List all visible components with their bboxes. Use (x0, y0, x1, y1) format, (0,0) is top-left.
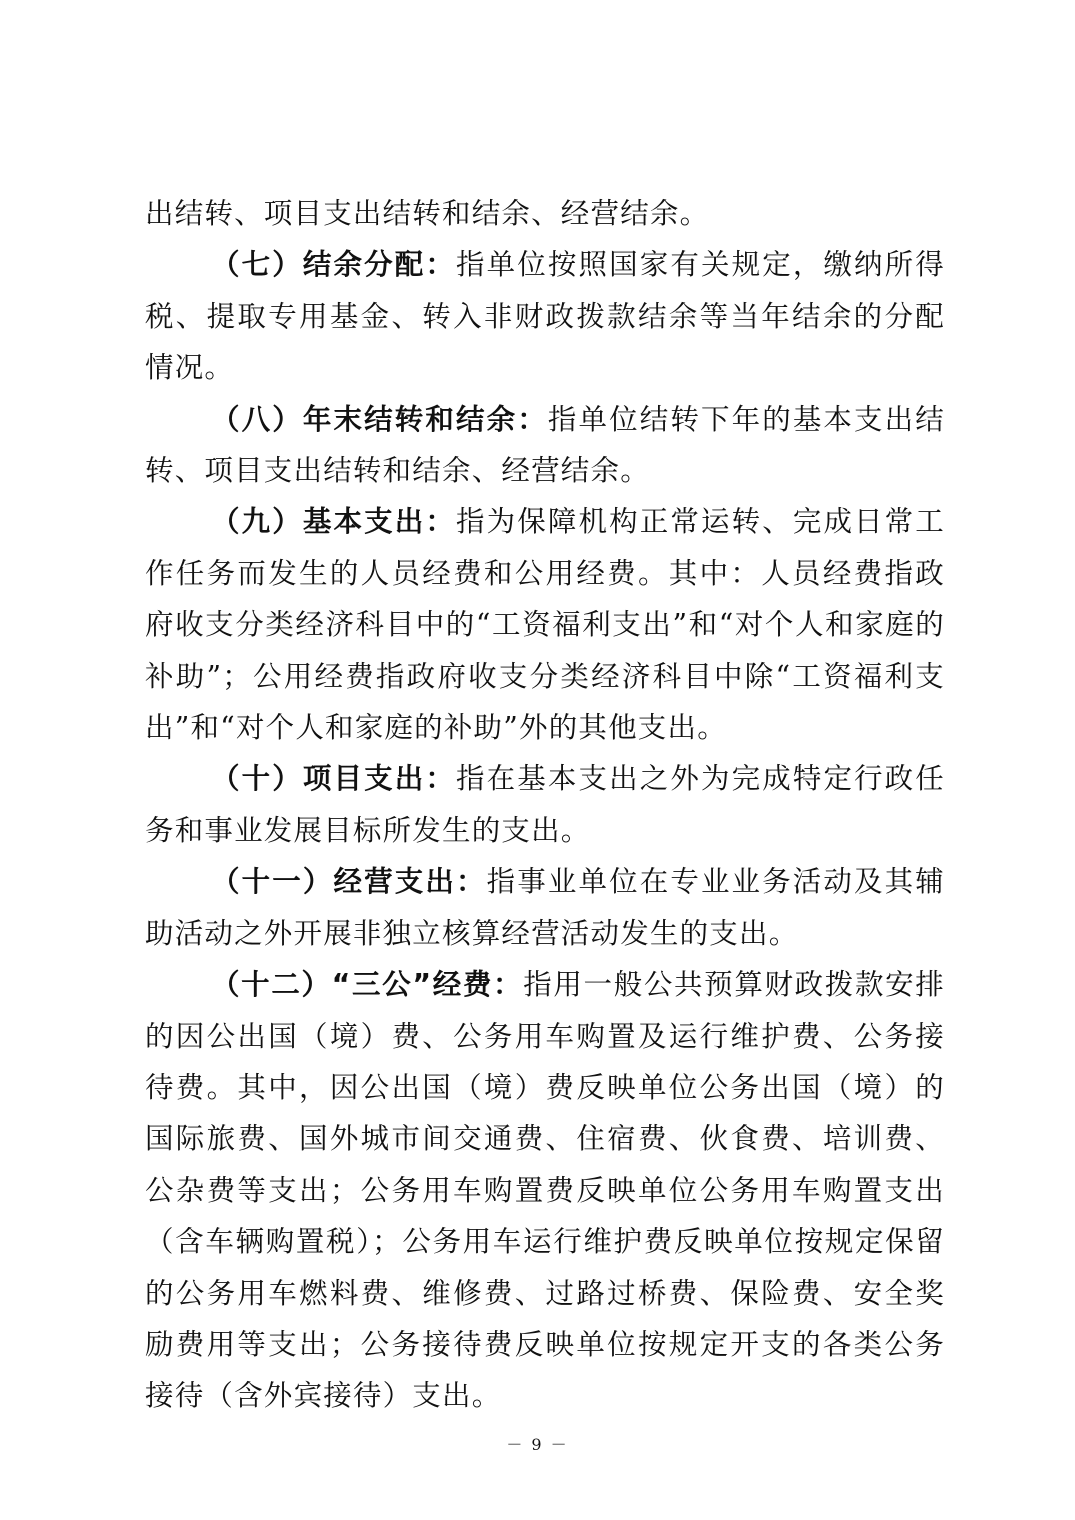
term-heading: （七）结余分配： (211, 248, 456, 282)
document-body (145, 188, 945, 1422)
paragraph-text: 指用一般公共预算财政拨款安排的因公出国（境）费、公务用车购置及运行维护费、公务接待费。其中，因公出国（境）费反映单位公务出国（境）的国际旅费、国外城市间交通费、住宿费、伙食费、培训费、公杂费等支出；公务用车购置费反映单位公务用车购置支出（含车辆购置税）；公务用车运行维护费反映单位按规定保留的公务用车燃料费、维修费、过路过桥费、保险费、安全奖励费用等支出；公务接待费反映单位按规定开支的各类公务接待（含外宾接待）支出。 (145, 968, 945, 1413)
term-heading: （八）年末结转和结余： (211, 402, 548, 436)
paragraph-year-end-carryover (145, 394, 945, 497)
paragraph-text: 出结转、项目支出结转和结余、经营结余。 (145, 197, 710, 230)
paragraph-text: 指单位按照国家有关规定，缴纳所得税、提取专用基金、转入非财政拨款结余等当年结余的分配情况。 (145, 248, 946, 385)
paragraph-project-expenditure (145, 753, 945, 856)
page-number: － 9 － (506, 1435, 569, 1454)
paragraph-surplus-distribution (145, 239, 945, 393)
term-heading: （十二）“三公”经费： (211, 968, 524, 1002)
term-heading: （九）基本支出： (211, 505, 456, 539)
paragraph-three-public-expenses (145, 959, 945, 1422)
paragraph-text: 指单位结转下年的基本支出结转、项目支出结转和结余、经营结余。 (145, 402, 945, 488)
term-heading: （十）项目支出： (211, 762, 456, 796)
paragraph-continuation (145, 188, 945, 239)
paragraph-text: 指在基本支出之外为完成特定行政任务和事业发展目标所发生的支出。 (145, 762, 946, 847)
paragraph-basic-expenditure (145, 496, 945, 753)
paragraph-text: 指为保障机构正常运转、完成日常工作任务而发生的人员经费和公用经费。其中：人员经费指政府收支分类经济科目中的“工资福利支出”和“对个人和家庭的补助”；公用经费指政府收支分类经济科目中除“工资福利支出”和“对个人和家庭的补助”外的其他支出。 (145, 505, 946, 745)
paragraph-text: 指事业单位在专业业务活动及其辅助活动之外开展非独立核算经营活动发生的支出。 (145, 865, 945, 950)
paragraph-operating-expenditure (145, 856, 945, 959)
term-heading: （十一）经营支出： (211, 865, 487, 899)
